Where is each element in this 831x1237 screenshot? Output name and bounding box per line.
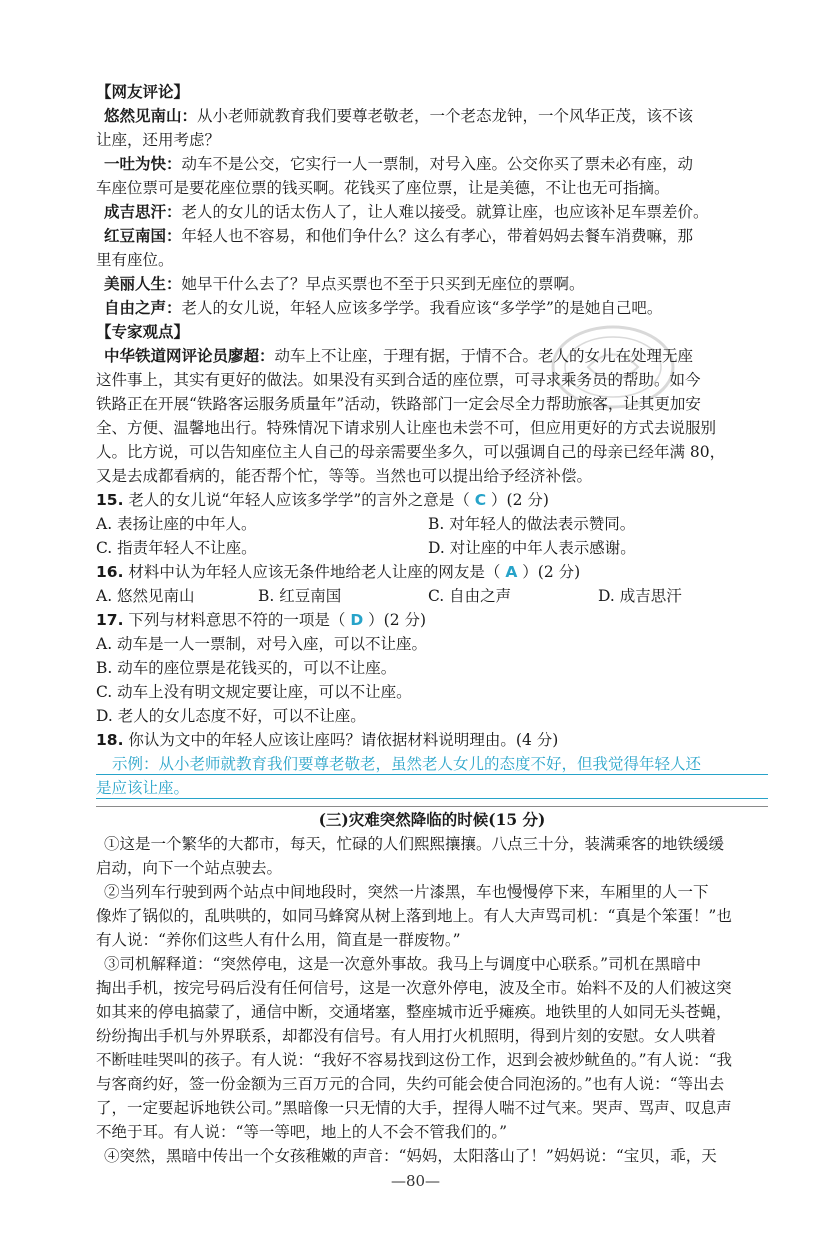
section-3-title: (三)灾难突然降临的时候(15 分) — [318, 810, 546, 829]
question-15 — [96, 488, 771, 512]
comment-1-line-2: 让座，还用考虑？ — [96, 131, 221, 149]
passage-p2-line-3: 有人说：“养你们这些人有什么用，简直是一群废物。” — [96, 931, 461, 949]
passage-p2-line-1: ②当列车行驶到两个站点中间地段时，突然一片漆黑，车也慢慢停下来，车厢里的人一下 — [104, 883, 709, 901]
expert-opinion-header: 【专家观点】 — [96, 322, 190, 341]
q15-option-a: A. 表扬让座的中年人。 — [96, 515, 257, 533]
passage-p3-line-3: 如其来的停电搞蒙了，通信中断，交通堵塞，整座城市近乎瘫痪。地铁里的人如同无头苍蝇， — [96, 1003, 732, 1021]
q17-option-c: C. 动车上没有明文规定要让座，可以不让座。 — [96, 683, 412, 701]
passage-p3-line-2: 掏出手机，按完号码后没有任何信号，这是一次意外停电，波及全市。始料不及的人们被这突 — [96, 979, 732, 997]
question-17 — [96, 608, 771, 632]
comment-author: 成吉思汗： — [104, 202, 182, 221]
expert-line-2: 这件事上，其实有更好的做法。如果没有买到合适的座位票，可寻求乘务员的帮助。如今 — [96, 371, 701, 389]
q16-option-a: A. 悠然见南山 — [96, 587, 195, 605]
comment-3-line-1 — [104, 200, 771, 224]
passage-p3-line-6: 与客商约好，签一份金额为三百万元的合同，失约可能会使合同泡汤的。”也有人说：“等出去 — [96, 1075, 725, 1093]
answer-underline — [96, 798, 768, 799]
comment-author: 一吐为快： — [104, 154, 182, 173]
question-score: ）(2 分) — [368, 611, 427, 629]
page-number: —80— — [390, 1172, 441, 1190]
answer-mark: A — [505, 563, 518, 581]
netizen-comments-header: 【网友评论】 — [96, 82, 190, 101]
passage-p3-line-5: 不断哇哇哭叫的孩子。有人说：“我好不容易找到这份工作，迟到会被炒鱿鱼的。”有人说：“我 — [96, 1051, 733, 1069]
question-score: ）(2 分) — [522, 563, 581, 581]
expert-line-3: 铁路正在开展“铁路客运服务质量年”活动，铁路部门一定会尽全力帮助旅客，让其更加安 — [96, 395, 701, 413]
question-text: 下列与材料意思不符的一项是（ — [128, 611, 346, 629]
question-18 — [96, 728, 771, 752]
question-16 — [96, 560, 771, 584]
comment-text: 老人的女儿说，年轻人应该多学学。我看应该“多学学”的是她自己吧。 — [181, 299, 663, 317]
question-number: 18. — [96, 731, 124, 749]
comment-author: 自由之声： — [104, 298, 182, 317]
question-number: 15. — [96, 491, 124, 509]
comment-4-line-2: 里有座位。 — [96, 251, 174, 269]
q17-option-b: B. 动车的座位票是花钱买的，可以不让座。 — [96, 659, 397, 677]
comment-1-line-1 — [104, 104, 771, 128]
passage-p4-line-1: ④突然，黑暗中传出一个女孩稚嫩的声音：“妈妈，太阳落山了！”妈妈说：“宝贝，乖，天 — [104, 1147, 717, 1165]
expert-line-4: 全、方便、温馨地出行。特殊情况下请求别人让座也未尝不可，但应用更好的方式去说服别 — [96, 419, 717, 437]
comment-text: 动车不是公交，它实行一人一票制，对号入座。公交你买了票未必有座，动 — [181, 155, 694, 173]
question-text: 你认为文中的年轻人应该让座吗？请依据材料说明理由。(4 分) — [128, 731, 559, 749]
question-number: 17. — [96, 611, 124, 629]
answer-mark: D — [350, 611, 364, 629]
sample-answer-line-2: 是应该让座。 — [96, 779, 190, 797]
comment-6-line-1 — [104, 296, 771, 320]
passage-p3-line-7: 了，一定要起诉地铁公司。”黑暗像一只无情的大手，捏得人喘不过气来。哭声、骂声、叹息声 — [96, 1099, 732, 1117]
answer-underline — [96, 774, 768, 775]
comment-author: 美丽人生： — [104, 274, 182, 293]
comment-text: 年轻人也不容易，和他们争什么？这么有孝心，带着妈妈去餐车消费嘛，那 — [181, 227, 694, 245]
passage-p1-line-2: 启动，向下一个站点驶去。 — [96, 859, 283, 877]
question-score: ）(2 分) — [491, 491, 549, 509]
comment-4-line-1 — [104, 224, 771, 248]
q16-option-d: D. 成吉思汗 — [598, 587, 682, 605]
passage-p3-line-8: 不绝于耳。有人说：“等一等吧，地上的人不会不管我们的。” — [96, 1123, 508, 1141]
q17-option-a: A. 动车是一人一票制，对号入座，可以不让座。 — [96, 635, 428, 653]
sample-answer-line-1: 示例：从小老师就教育我们要尊老敬老，虽然老人女儿的态度不好，但我觉得年轻人还 — [112, 755, 702, 773]
question-text: 材料中认为年轻人应该无条件地给老人让座的网友是（ — [128, 563, 501, 581]
question-number: 16. — [96, 563, 124, 581]
question-text: 老人的女儿说“年轻人应该多学学”的言外之意是（ — [128, 491, 470, 509]
q17-option-d: D. 老人的女儿态度不好，可以不让座。 — [96, 707, 366, 725]
expert-author: 中华铁道网评论员廖超： — [104, 346, 275, 365]
q15-option-d: D. 对让座的中年人表示感谢。 — [428, 539, 636, 557]
comment-text: 老人的女儿的话太伤人了，让人难以接受。就算让座，也应该补足车票差价。 — [181, 203, 709, 221]
passage-p1-line-1: ①这是一个繁华的大都市，每天，忙碌的人们熙熙攘攘。八点三十分，装满乘客的地铁缓缓 — [104, 835, 725, 853]
comment-2-line-1 — [104, 152, 771, 176]
q15-option-b: B. 对年轻人的做法表示赞同。 — [428, 515, 636, 533]
passage-p3-line-1: ③司机解释道：“突然停电，这是一次意外事故。我马上与调度中心联系。”司机在黑暗中 — [104, 955, 702, 973]
q15-option-c: C. 指责年轻人不让座。 — [96, 539, 257, 557]
expert-text: 动车上不让座，于理有据，于情不合。老人的女儿在处理无座 — [274, 347, 694, 365]
q16-option-c: C. 自由之声 — [428, 587, 512, 605]
watermark-stamp-icon — [548, 322, 678, 412]
passage-p3-line-4: 纷纷掏出手机与外界联系，却都没有信号。有人用打火机照明，得到片刻的安慰。女人哄着 — [96, 1027, 717, 1045]
expert-line-6: 又是去成都看病的，能否帮个忙，等等。当然也可以提出给予经济补偿。 — [96, 467, 593, 485]
comment-text: 她早干什么去了？早点买票也不至于只买到无座位的票啊。 — [181, 275, 585, 293]
answer-mark: C — [474, 491, 487, 509]
comment-2-line-2: 车座位票可是要花座位票的钱买啊。花钱买了座位票，让是美德，不让也无可指摘。 — [96, 179, 670, 197]
comment-author: 红豆南国： — [104, 226, 182, 245]
passage-p2-line-2: 像炸了锅似的，乱哄哄的，如同马蜂窝从树上落到地上。有人大声骂司机：“真是个笨蛋！”也 — [96, 907, 732, 925]
comment-author: 悠然见南山： — [104, 106, 198, 125]
expert-line-5: 人。比方说，可以告知座位主人自己的母亲需要坐多久，可以强调自己的母亲已经年满 80， — [96, 443, 726, 461]
comment-text: 从小老师就教育我们要尊老敬老，一个老态龙钟，一个风华正茂，该不该 — [197, 107, 694, 125]
section-divider — [96, 806, 768, 807]
q16-option-b: B. 红豆南国 — [258, 587, 342, 605]
comment-5-line-1 — [104, 272, 771, 296]
